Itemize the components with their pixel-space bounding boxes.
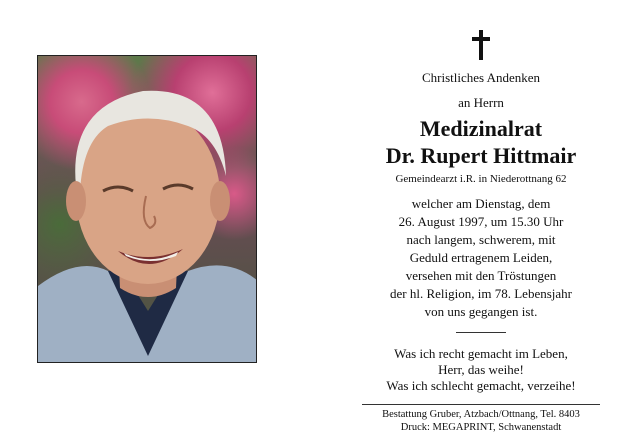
verse-line: Was ich schlecht gemacht, verzeihe! <box>386 378 576 393</box>
body-line: der hl. Religion, im 78. Lebensjahr <box>390 286 572 301</box>
verse-line: Herr, das weihe! <box>438 362 524 377</box>
footer-undertaker: Bestattung Gruber, Atzbach/Ottnang, Tel. 8403 <box>382 409 580 420</box>
subtitle-occupation: Gemeindearzt i.R. in Niederottnang 62 <box>395 173 567 185</box>
intro-line-2: an Herrn <box>458 95 504 110</box>
body-line: versehen mit den Tröstungen <box>405 268 557 283</box>
title-rank: Medizinalrat <box>419 116 543 141</box>
body-line: 26. August 1997, um 15.30 Uhr <box>398 214 564 229</box>
portrait-illustration <box>38 56 257 363</box>
latin-cross-icon <box>472 30 490 60</box>
body-line: welcher am Dienstag, dem <box>411 196 551 211</box>
footer-divider <box>362 404 600 405</box>
footer-printer: Druck: MEGAPRINT, Schwanenstadt <box>400 422 562 433</box>
intro-line-1: Christliches Andenken <box>421 70 541 85</box>
body-line: Geduld ertragenem Leiden, <box>409 250 553 265</box>
portrait-photo <box>37 55 257 363</box>
body-line: nach langem, schwerem, mit <box>406 232 556 247</box>
verse-line: Was ich recht gemacht im Leben, <box>394 346 568 361</box>
short-divider <box>456 332 506 333</box>
title-name: Dr. Rupert Hittmair <box>385 143 577 168</box>
body-line: von uns gegangen ist. <box>424 304 538 319</box>
